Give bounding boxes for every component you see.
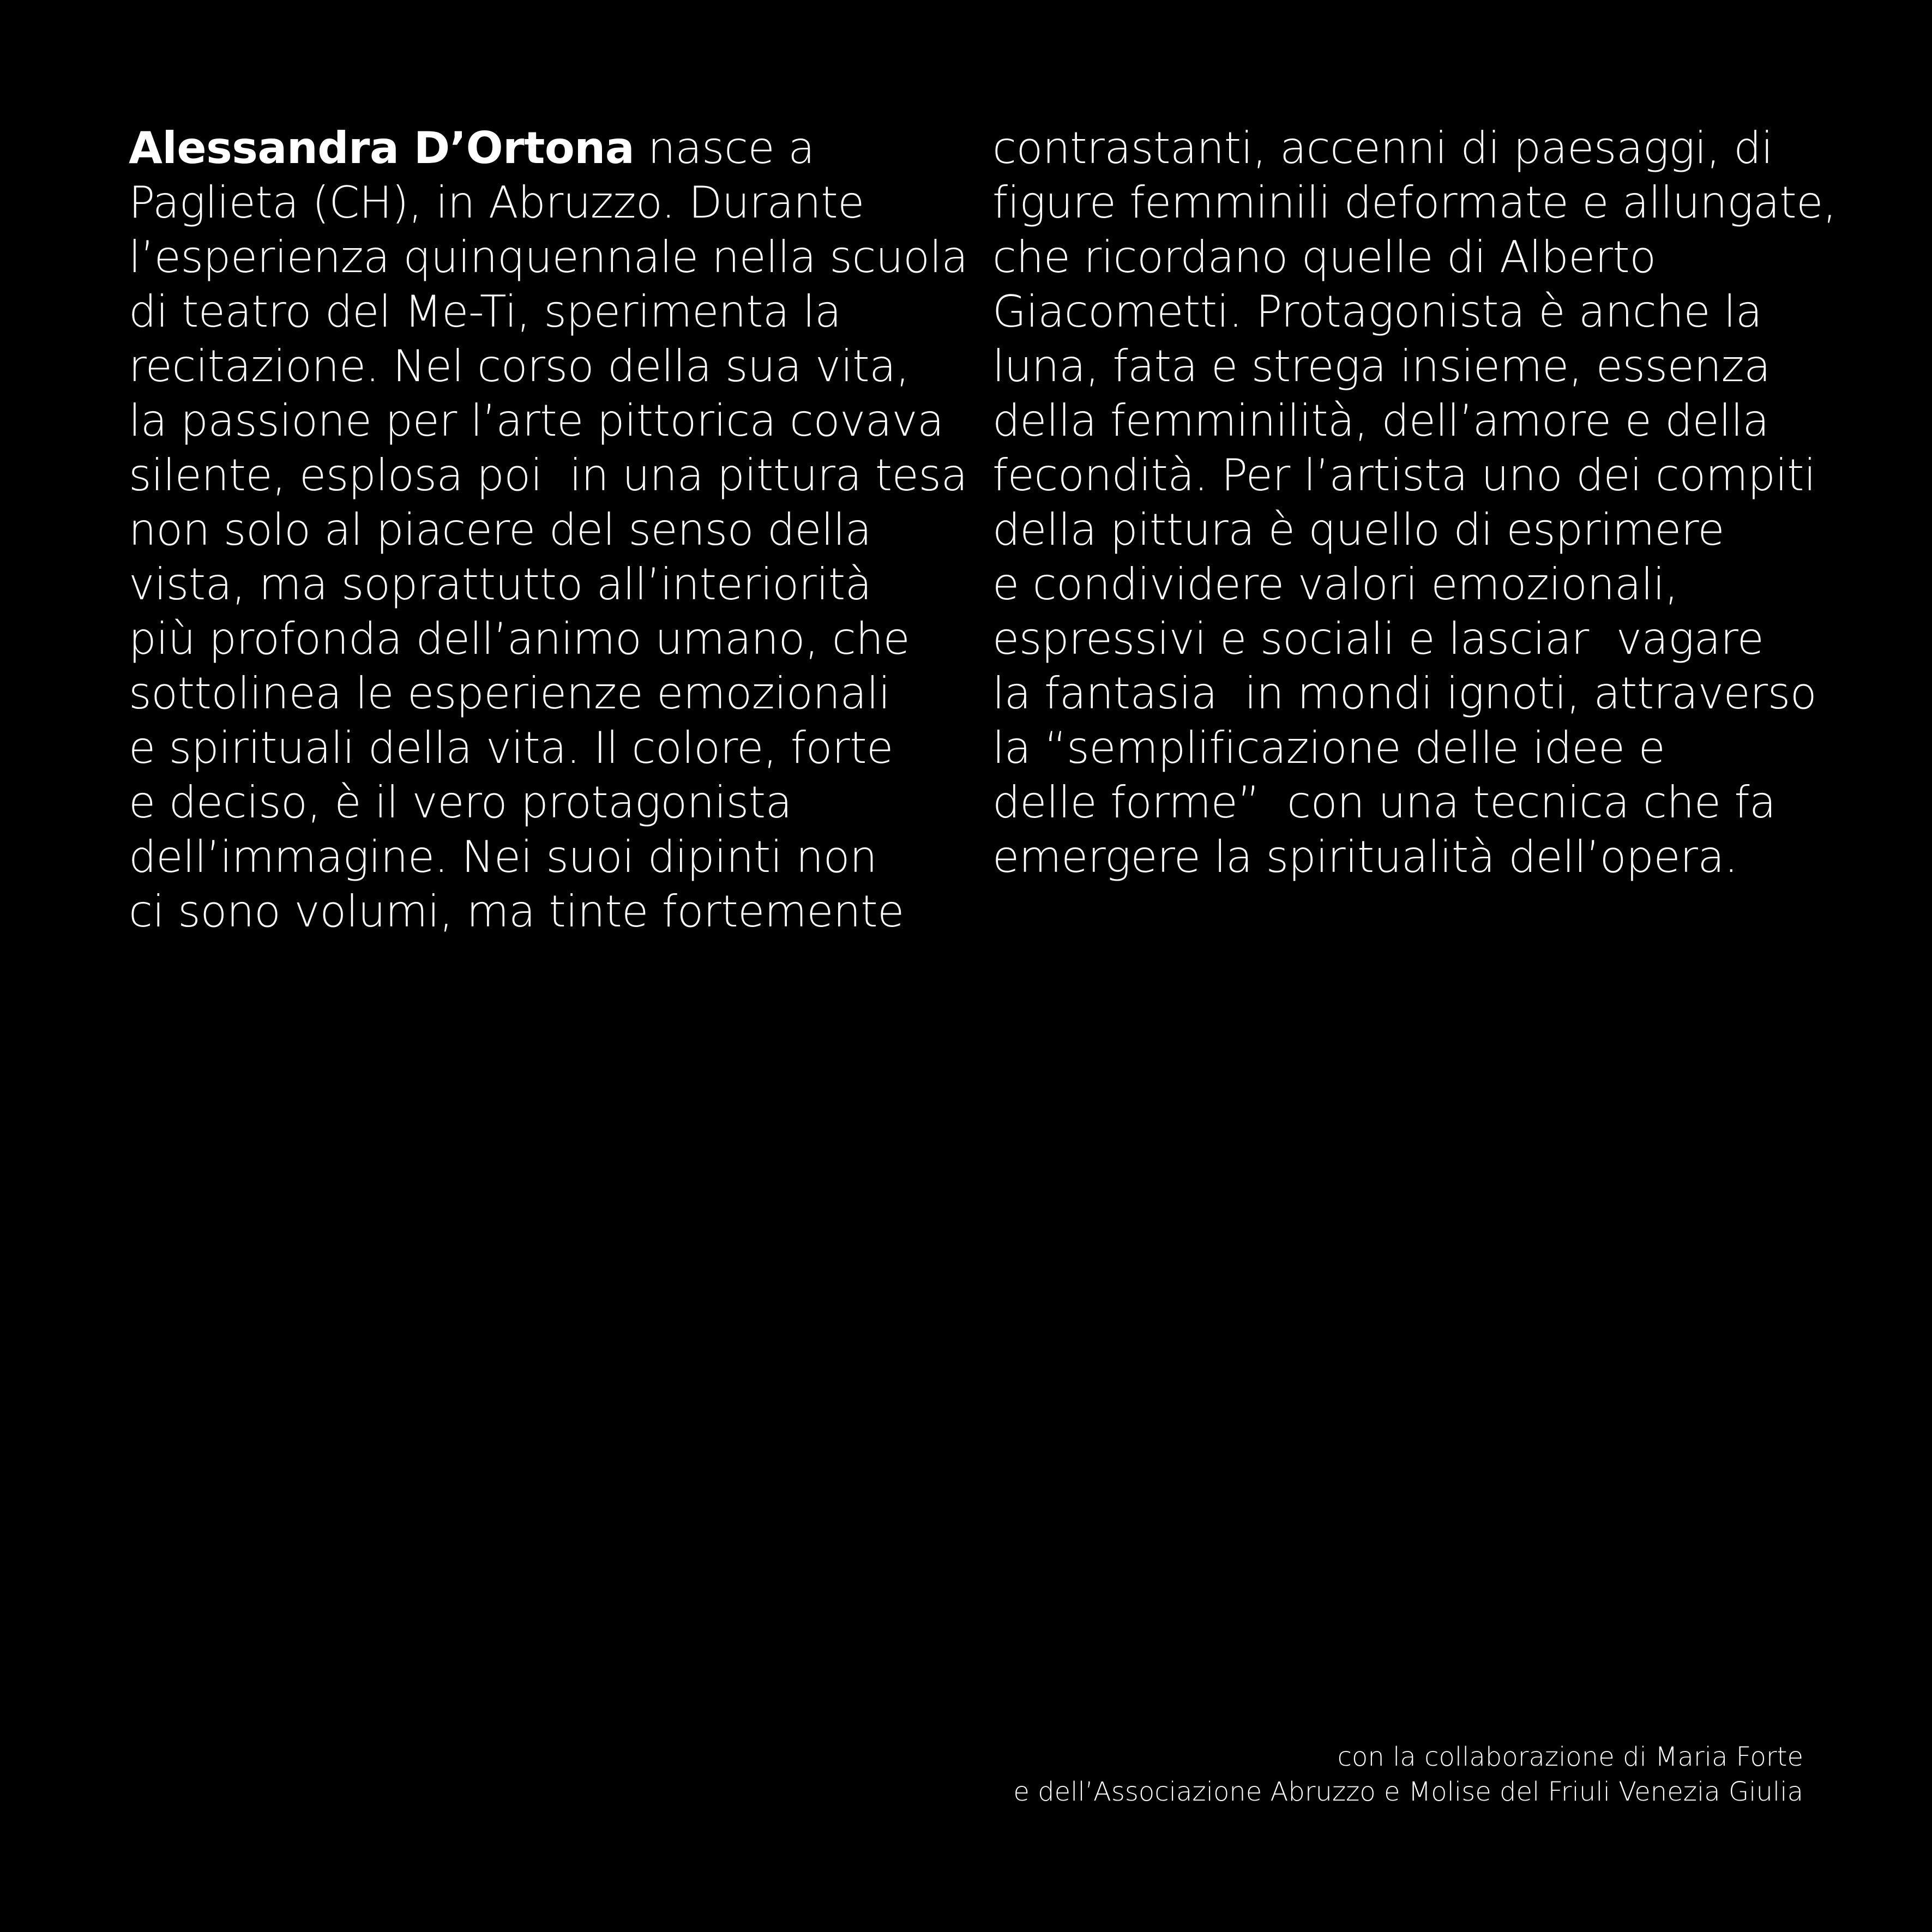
bio-line: l’esperienza quinquennale nella scuola	[129, 232, 968, 282]
bio-line: recitazione. Nel corso della sua vita,	[129, 341, 910, 392]
bio-line: più profonda dell’animo umano, che	[129, 613, 910, 664]
artist-name: Alessandra D’Ortona	[129, 123, 635, 173]
bio-line: silente, esplosa poi in una pittura tesa	[129, 450, 968, 501]
bio-line: figure femminili deformate e allungate,	[992, 177, 1837, 228]
bio-line: la “semplificazione delle idee e	[992, 723, 1665, 773]
bio-right-column	[992, 121, 1843, 884]
bio-line: della femminilità, dell’amore e della	[992, 395, 1770, 446]
bio-line: delle forme” con una tecnica che fa	[992, 777, 1776, 828]
bio-line: che ricordano quelle di Alberto	[992, 232, 1656, 282]
bio-line: contrastanti, accenni di paesaggi, di	[992, 123, 1773, 173]
bio-line: luna, fata e strega insieme, essenza	[992, 341, 1771, 392]
bio-line: e condividere valori emozionali,	[992, 559, 1678, 610]
bio-left-column	[129, 121, 968, 939]
bio-line-text: nasce a	[634, 123, 815, 173]
bio-line: la passione per l’arte pittorica covava	[129, 395, 944, 446]
bio-line: non solo al piacere del senso della	[129, 504, 871, 555]
bio-line: Giacometti. Protagonista è anche la	[992, 286, 1762, 337]
bio-line: fecondità. Per l’artista uno dei compiti	[992, 450, 1816, 501]
bio-line: vista, ma soprattutto all’interiorità	[129, 559, 872, 610]
credits-line-2: e dell’Associazione Abruzzo e Molise del Friuli Venezia Giulia	[1013, 1777, 1803, 1807]
bio-line: e deciso, è il vero protagonista	[129, 777, 792, 828]
credits	[1013, 1740, 1803, 1809]
bio-line: dell’immagine. Nei suoi dipinti non	[129, 832, 877, 882]
bio-line: Paglieta (CH), in Abruzzo. Durante	[129, 177, 864, 228]
bio-line: la fantasia in mondi ignoti, attraverso	[992, 668, 1817, 719]
bio-line: di teatro del Me-Ti, sperimenta la	[129, 286, 841, 337]
bio-line	[129, 121, 958, 176]
bio-line: espressivi e sociali e lasciar vagare	[992, 613, 1764, 664]
bio-line: della pittura è quello di esprimere	[992, 504, 1725, 555]
credits-line-1: con la collaborazione di Maria Forte	[1337, 1742, 1803, 1772]
bio-line: e spirituali della vita. Il colore, forte	[129, 723, 893, 773]
bio-line: emergere la spiritualità dell’opera.	[992, 832, 1738, 882]
bio-line: sottolinea le esperienze emozionali	[129, 668, 890, 719]
bio-line: ci sono volumi, ma tinte fortemente	[129, 886, 904, 937]
